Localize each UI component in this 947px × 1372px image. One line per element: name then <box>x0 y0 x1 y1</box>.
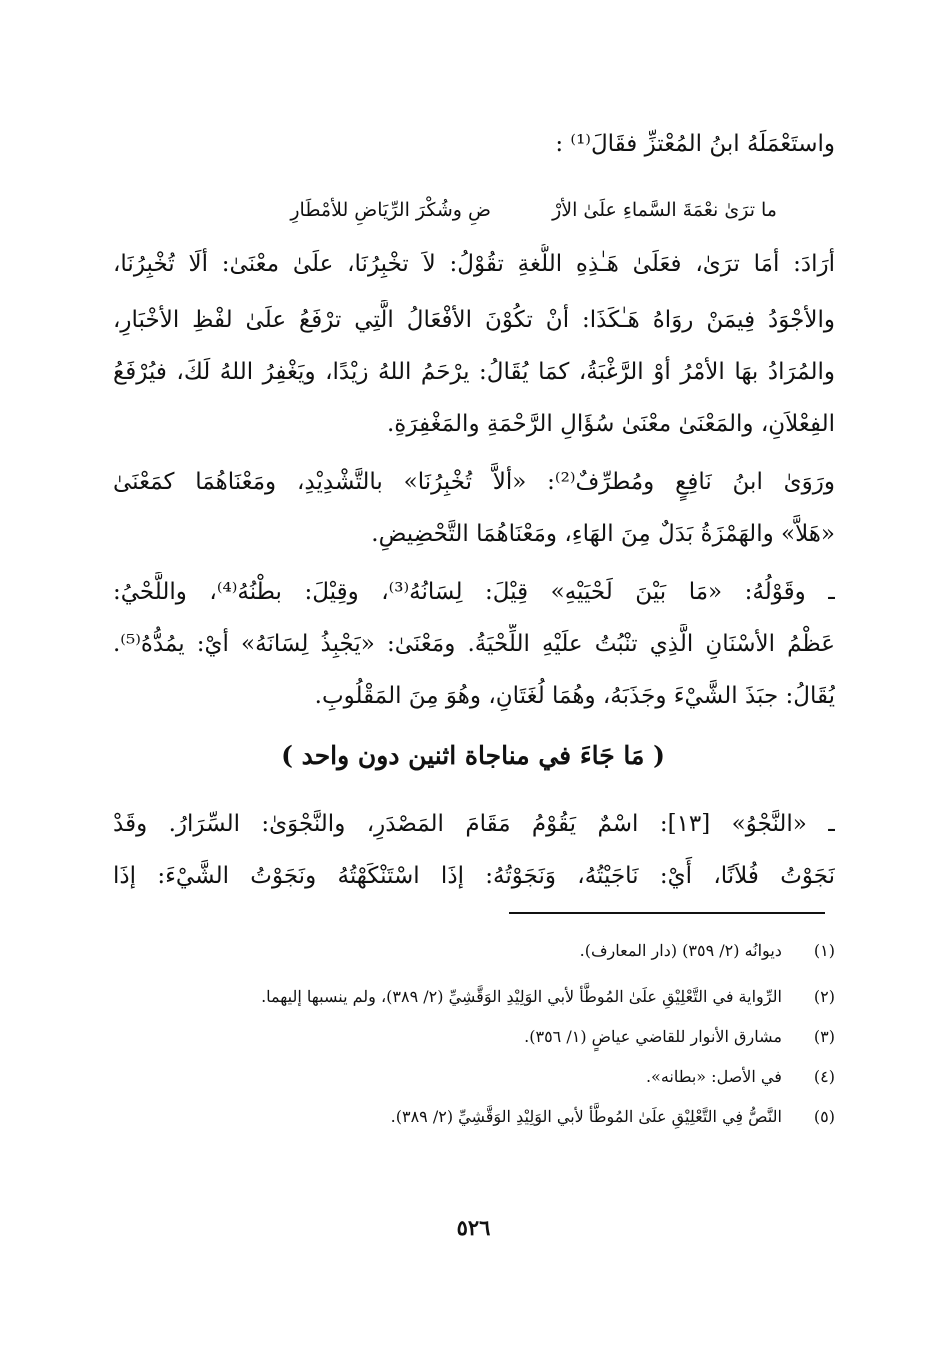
footnote-text: مشارق الأنوار للقاضي عياضٍ (١/ ٣٥٦). <box>524 1027 782 1046</box>
footnote-text: الرِّواية في التَّعْلِيْقِ علَىٰ المُوطَّأ لأبي الوَلِيْدِ الوَقَّشِيِّ (٢/ ٣٨٩)، ولم ينسبها إليهما. <box>261 987 782 1006</box>
footnote-number: (٥) <box>813 1107 835 1126</box>
footnote-number: (٢) <box>813 987 835 1006</box>
paragraph-2-line-1: ورَوَىٰ ابنُ نَافِعٍ ومُطرِّفٌ⁽²⁾: «ألاَّ تُخْبِرُنَا» بالتَّشْدِيْدِ، ومَعْنَاهُمَا كمَعْنَىٰ <box>113 469 835 495</box>
footnote-1 <box>113 936 835 966</box>
paragraph-3-line-3: يُقَالُ: جبَذَ الشَّيْءَ وجَذَبَهُ، وهُمَا لُغَتَانِ، وهُوَ مِنَ المَقْلُوبِ. <box>314 683 835 709</box>
paragraph-1-line-1: أرَادَ: أمَا ترَىٰ، فعَلَىٰ هَـٰذِهِ اللُّغةِ تقُوْلُ: لاَ تخْبِرُنَا، علَىٰ معْنَىٰ: ألَا تُخْبِرُنَا، <box>113 251 835 277</box>
verse-second-hemistich: ضِ وشُكْرَ الرِّيَاضِ للأمْطَارِ <box>290 199 491 221</box>
paragraph-1-line-4: الفِعْلاَنِ، والمَعْنَىٰ معْنَىٰ سُؤَالِ الرَّحْمَةِ والمَغْفِرَةِ. <box>386 411 835 437</box>
footnote-text: النَّصُّ فِي التَّعْلِيْقِ علَىٰ المُوطَّأ لأبي الوَلِيْدِ الوَقَّشِيِّ (٢/ ٣٨٩). <box>390 1107 782 1126</box>
footnote-5 <box>113 1102 835 1132</box>
footnote-number: (٣) <box>813 1027 835 1046</box>
intro-line: واستَعْمَلَهُ ابنُ المُعْتزِّ فقَالَ⁽¹⁾ : <box>555 131 835 157</box>
footnote-text: ديوانُه (٢/ ٣٥٩) (دار المعارف). <box>579 941 782 960</box>
footnote-text: في الأصل: «بطانه». <box>645 1067 782 1086</box>
paragraph-4-line-1: ـ «النَّجْوُ» [١٣]: اسْمٌ يَقُوْمُ مَقَامَ المَصْدَرِ، والنَّجْوَىٰ: السِّرَارُ. وقَدْ <box>113 811 835 837</box>
paragraph-2-line-2: «هَلاَّ» والهَمْزَةُ بَدَلٌ مِنَ الهَاءِ، ومَعْنَاهُمَا التَّحْضِيضِ. <box>371 521 835 547</box>
section-heading: ( مَا جَاءَ في مناجاة اثنين دون واحد ) <box>281 741 665 770</box>
paragraph-3-line-1: ـ وقَوْلُهُ: «مَا بَيْنَ لَحْيَيْهِ» قِيْلَ: لِسَانُهُ⁽³⁾، وقِيْلَ: بطْنُهُ⁽⁴⁾، واللَّحْيُ: <box>113 579 835 605</box>
paragraph-3-line-2: عَظْمُ الأسْنَانِ الَّذِي تنْبُتُ علَيْهِ اللِّحْيَةُ. ومَعْنَىٰ: «يَجْبِذُ لِسَانَهُ» أيْ: يمُدُّهُ⁽⁵⁾. <box>113 631 835 657</box>
footnote-number: (٤) <box>813 1067 835 1086</box>
paragraph-1-line-2: والأجْوَدُ فِيمَنْ روَاهُ هَـٰكَذَا: أنْ تكُوْنَ الأفْعَالُ الَّتِي ترْفَعُ علَىٰ لفْظِ الأخْبَارِ، <box>113 307 835 333</box>
footnote-2 <box>113 982 835 1012</box>
footnote-3 <box>113 1022 835 1052</box>
footnote-divider <box>509 912 825 914</box>
footnote-4 <box>113 1062 835 1092</box>
footnote-number: (١) <box>813 941 835 960</box>
paragraph-1-line-3: والمُرَادُ بهَا الأمْرُ أوْ الرَّغْبَةُ، كمَا يُقَالُ: يرْحَمُ اللهُ زيْدًا، ويَغْفِرُ اللهُ لَكَ، فيُرْفَعُ <box>113 359 835 385</box>
verse-first-hemistich: ما ترَىٰ نعْمَةَ السَّماءِ علَىٰ الأرْ <box>552 199 777 221</box>
page-number: ٥٢٦ <box>456 1215 491 1240</box>
paragraph-4-line-2: نَجَوْتُ فُلاَنًا، أَيْ: نَاجَيْتُهُ، وَنَجَوْتُهُ: إذَا اسْتَنْكَهْتُهُ ونَجَوْتُ الشَّيْءَ: إذَا <box>113 863 835 889</box>
